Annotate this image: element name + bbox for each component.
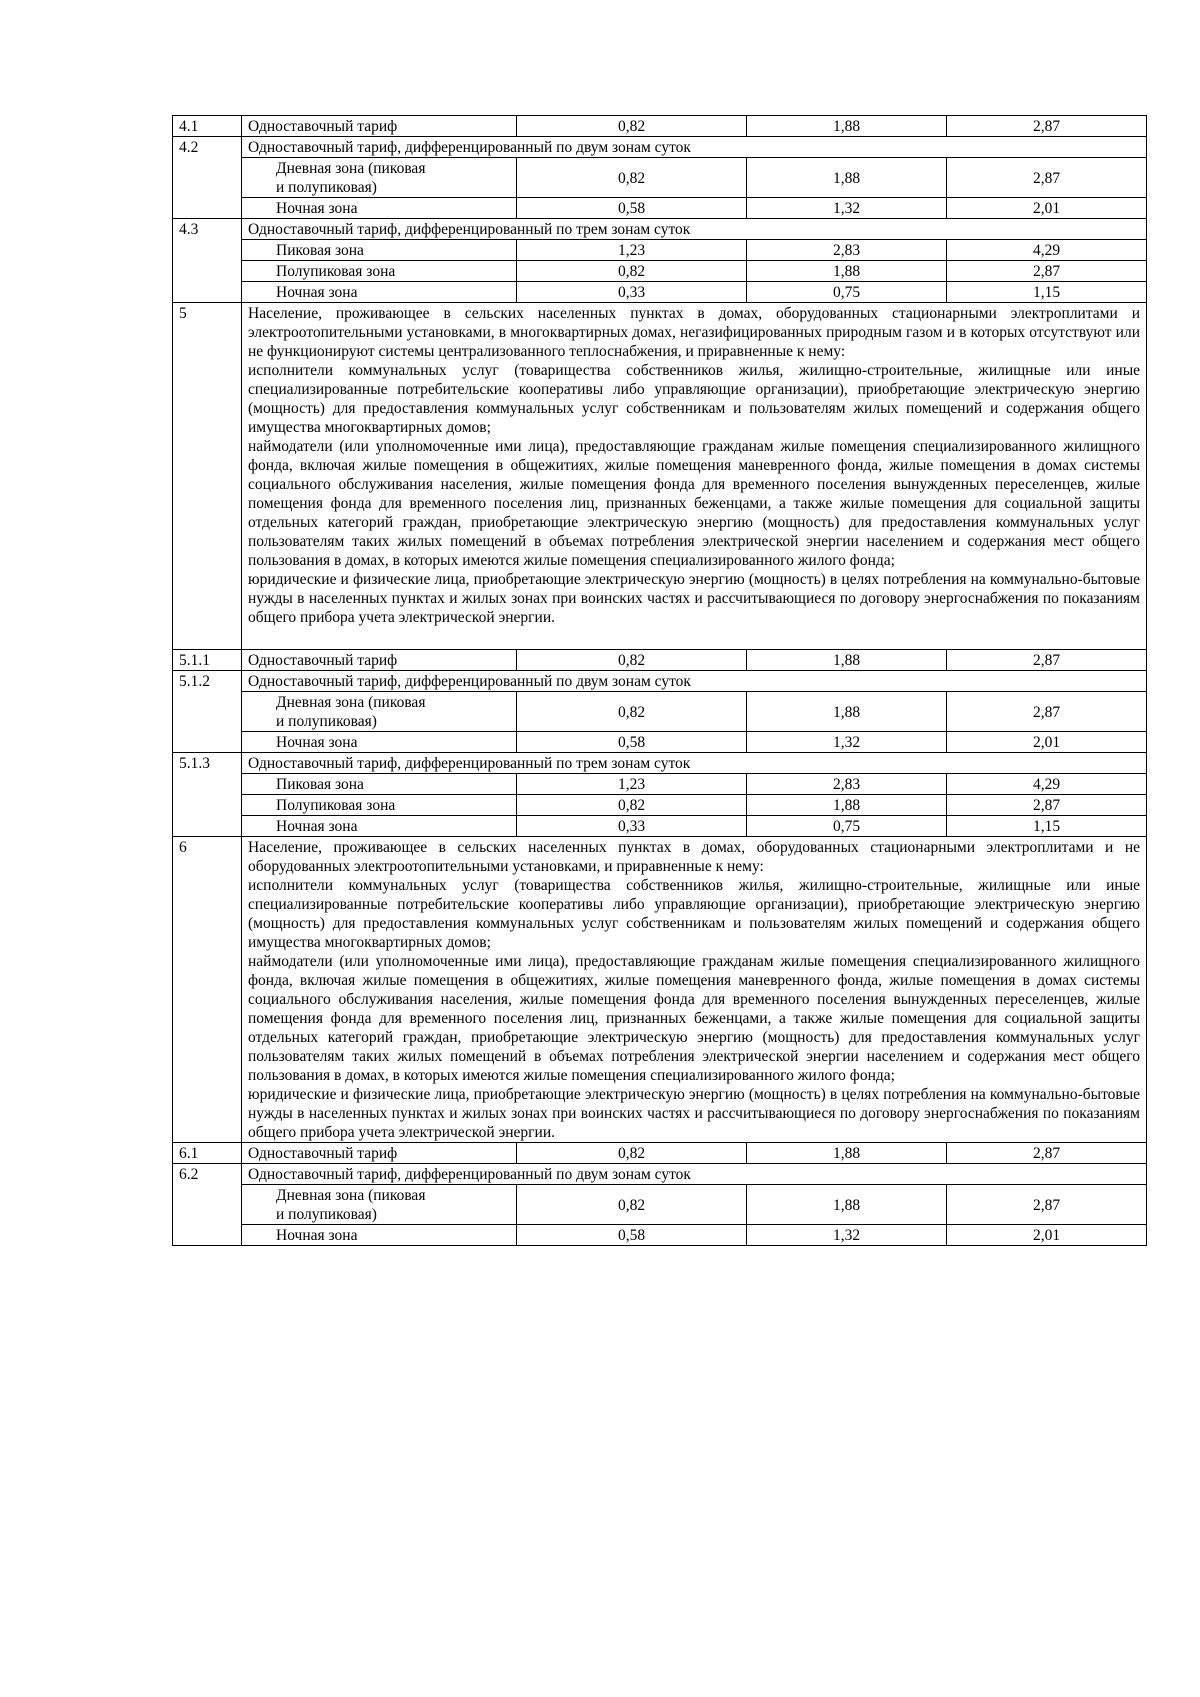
row-number (173, 158, 242, 198)
section-paragraph: юридические и физические лица, приобретающие электрическую энергию (мощность) в целях потребления на коммунально-бытовые нужды в населенных пунктах и жилых зонах при воинских частях и рассчитывающиеся по договору энергоснабжения по показаниям общего прибора учета электрической энергии. (248, 1086, 1140, 1141)
table-row (173, 774, 1147, 795)
value-cell: 2,87 (947, 692, 1147, 732)
row-number: 6.1 (173, 1143, 242, 1164)
row-label: Пиковая зона (242, 240, 517, 261)
value-cell: 1,23 (517, 774, 747, 795)
row-label: Ночная зона (242, 282, 517, 303)
section-description (242, 837, 1147, 1143)
table-row (173, 1164, 1147, 1185)
value-cell: 0,82 (517, 650, 747, 671)
row-label-line: и полупиковая) (276, 179, 377, 196)
table-row (173, 116, 1147, 137)
value-cell: 1,88 (747, 1143, 947, 1164)
value-cell: 0,82 (517, 692, 747, 732)
row-heading: Одноставочный тариф, дифференцированный по двум зонам суток (242, 671, 1147, 692)
row-number (173, 1225, 242, 1246)
value-cell: 0,33 (517, 282, 747, 303)
row-number (173, 198, 242, 219)
row-number: 4.2 (173, 137, 242, 158)
value-cell: 2,87 (947, 795, 1147, 816)
table-row (173, 240, 1147, 261)
section-description (242, 303, 1147, 650)
value-cell: 1,32 (747, 1225, 947, 1246)
row-label: Одноставочный тариф (242, 116, 517, 137)
value-cell: 1,23 (517, 240, 747, 261)
row-number (173, 240, 242, 261)
value-cell: 2,87 (947, 650, 1147, 671)
value-cell: 0,82 (517, 116, 747, 137)
table-row (173, 261, 1147, 282)
table-row (173, 1225, 1147, 1246)
value-cell: 0,33 (517, 816, 747, 837)
row-label: Полупиковая зона (242, 261, 517, 282)
value-cell: 0,82 (517, 1143, 747, 1164)
section-paragraph: наймодатели (или уполномоченные ими лица), предоставляющие гражданам жилые помещения специализированного жилищного фонда, включая жилые помещения в общежитиях, жилые помещения маневренного фонда, жилые помещения в домах системы социального обслуживания населения, жилые помещения фонда для временного поселения вынужденных переселенцев, жилые помещения фонда для временного поселения лиц, признанных беженцами, а также жилые помещения для социальной защиты отдельных категорий граждан, приобретающие электрическую энергию (мощность) для предоставления коммунальных услуг пользователям таких жилых помещений в объемах потребления электрической энергии населением и содержания мест общего пользования в домах, в которых имеются жилые помещения специализированного жилого фонда; (248, 438, 1140, 569)
value-cell: 1,88 (747, 795, 947, 816)
row-number (173, 816, 242, 837)
table-row (173, 282, 1147, 303)
table-row (173, 198, 1147, 219)
section-number: 5 (173, 303, 242, 650)
value-cell: 1,32 (747, 732, 947, 753)
value-cell: 0,75 (747, 282, 947, 303)
value-cell: 1,88 (747, 1185, 947, 1225)
row-label: Одноставочный тариф (242, 650, 517, 671)
section-paragraph: юридические и физические лица, приобретающие электрическую энергию (мощность) в целях потребления на коммунально-бытовые нужды в населенных пунктах и жилых зонах при воинских частях и рассчитывающиеся по договору энергоснабжения по показаниям общего прибора учета электрической энергии. (248, 571, 1140, 626)
section-paragraph: наймодатели (или уполномоченные ими лица), предоставляющие гражданам жилые помещения специализированного жилищного фонда, включая жилые помещения в общежитиях, жилые помещения маневренного фонда, жилые помещения в домах системы социального обслуживания населения, жилые помещения фонда для временного поселения вынужденных переселенцев, жилые помещения фонда для временного поселения лиц, признанных беженцами, а также жилые помещения для социальной защиты отдельных категорий граждан, приобретающие электрическую энергию (мощность) для предоставления коммунальных услуг пользователям таких жилых помещений в объемах потребления электрической энергии населением и содержания мест общего пользования в домах, в которых имеются жилые помещения специализированного жилого фонда; (248, 953, 1140, 1084)
row-label: Ночная зона (242, 732, 517, 753)
value-cell: 2,87 (947, 261, 1147, 282)
value-cell: 0,82 (517, 158, 747, 198)
value-cell: 0,58 (517, 198, 747, 219)
value-cell: 0,58 (517, 732, 747, 753)
row-number (173, 732, 242, 753)
tariff-table (172, 115, 1147, 1246)
value-cell: 1,88 (747, 116, 947, 137)
spacer (248, 627, 1140, 649)
table-row (173, 1185, 1147, 1225)
row-label (242, 158, 517, 198)
value-cell: 2,01 (947, 198, 1147, 219)
value-cell: 2,01 (947, 1225, 1147, 1246)
value-cell: 2,01 (947, 732, 1147, 753)
value-cell: 0,58 (517, 1225, 747, 1246)
table-row (173, 671, 1147, 692)
section-paragraph: Население, проживающее в сельских населенных пунктах в домах, оборудованных стационарными электроплитами и электроотопительными установками, в многоквартирных домах, негазифицированных природным газом и в которых отсутствуют или не функционируют системы централизованного теплоснабжения, и приравненные к нему: (248, 305, 1140, 360)
value-cell: 1,88 (747, 261, 947, 282)
value-cell: 0,75 (747, 816, 947, 837)
value-cell: 2,83 (747, 774, 947, 795)
table-row (173, 219, 1147, 240)
row-number (173, 1185, 242, 1225)
table-row (173, 753, 1147, 774)
row-label (242, 692, 517, 732)
row-label-line: и полупиковая) (276, 1206, 377, 1223)
value-cell: 0,82 (517, 1185, 747, 1225)
row-number (173, 282, 242, 303)
table-row (173, 137, 1147, 158)
value-cell: 2,87 (947, 1143, 1147, 1164)
value-cell: 1,88 (747, 650, 947, 671)
row-label-line: Дневная зона (пиковая (276, 694, 426, 711)
row-number: 4.1 (173, 116, 242, 137)
table-row (173, 158, 1147, 198)
value-cell: 2,87 (947, 158, 1147, 198)
section-number: 6 (173, 837, 242, 1143)
tariff-document-page (172, 115, 1146, 1246)
row-label-line: Дневная зона (пиковая (276, 1187, 426, 1204)
value-cell: 0,82 (517, 795, 747, 816)
value-cell: 0,82 (517, 261, 747, 282)
row-number (173, 774, 242, 795)
row-heading: Одноставочный тариф, дифференцированный по трем зонам суток (242, 753, 1147, 774)
value-cell: 2,87 (947, 116, 1147, 137)
table-row (173, 732, 1147, 753)
row-label: Одноставочный тариф (242, 1143, 517, 1164)
value-cell: 1,32 (747, 198, 947, 219)
row-heading: Одноставочный тариф, дифференцированный по двум зонам суток (242, 1164, 1147, 1185)
value-cell: 1,88 (747, 692, 947, 732)
row-number (173, 692, 242, 732)
section-paragraph: исполнители коммунальных услуг (товарищества собственников жилья, жилищно-строительные, жилищные или иные специализированные потребительские кооперативы либо управляющие организации), приобретающие электрическую энергию (мощность) для предоставления коммунальных услуг собственникам и пользователям жилых помещений и содержания общего имущества многоквартирных домов; (248, 877, 1140, 951)
row-label: Ночная зона (242, 198, 517, 219)
row-label: Ночная зона (242, 1225, 517, 1246)
row-number: 5.1.2 (173, 671, 242, 692)
row-number: 5.1.3 (173, 753, 242, 774)
row-label-line: Дневная зона (пиковая (276, 160, 426, 177)
table-row (173, 795, 1147, 816)
row-number: 6.2 (173, 1164, 242, 1185)
value-cell: 2,87 (947, 1185, 1147, 1225)
row-label: Полупиковая зона (242, 795, 517, 816)
table-row (173, 816, 1147, 837)
row-number: 4.3 (173, 219, 242, 240)
value-cell: 4,29 (947, 240, 1147, 261)
row-label-line: и полупиковая) (276, 713, 377, 730)
table-row (173, 650, 1147, 671)
table-row (173, 692, 1147, 732)
row-number (173, 261, 242, 282)
value-cell: 1,15 (947, 282, 1147, 303)
row-heading: Одноставочный тариф, дифференцированный по двум зонам суток (242, 137, 1147, 158)
section-row (173, 837, 1147, 1143)
row-heading: Одноставочный тариф, дифференцированный по трем зонам суток (242, 219, 1147, 240)
value-cell: 2,83 (747, 240, 947, 261)
section-paragraph: исполнители коммунальных услуг (товарищества собственников жилья, жилищно-строительные, жилищные или иные специализированные потребительские кооперативы либо управляющие организации), приобретающие электрическую энергию (мощность) для предоставления коммунальных услуг собственникам и пользователям жилых помещений и содержания общего имущества многоквартирных домов; (248, 362, 1140, 436)
table-row (173, 1143, 1147, 1164)
section-paragraph: Население, проживающее в сельских населенных пунктах в домах, оборудованных стационарными электроплитами и не оборудованных электроотопительными установками, и приравненные к нему: (248, 839, 1140, 875)
section-row (173, 303, 1147, 650)
value-cell: 1,15 (947, 816, 1147, 837)
value-cell: 1,88 (747, 158, 947, 198)
row-label: Ночная зона (242, 816, 517, 837)
row-label (242, 1185, 517, 1225)
row-number: 5.1.1 (173, 650, 242, 671)
row-label: Пиковая зона (242, 774, 517, 795)
row-number (173, 795, 242, 816)
value-cell: 4,29 (947, 774, 1147, 795)
